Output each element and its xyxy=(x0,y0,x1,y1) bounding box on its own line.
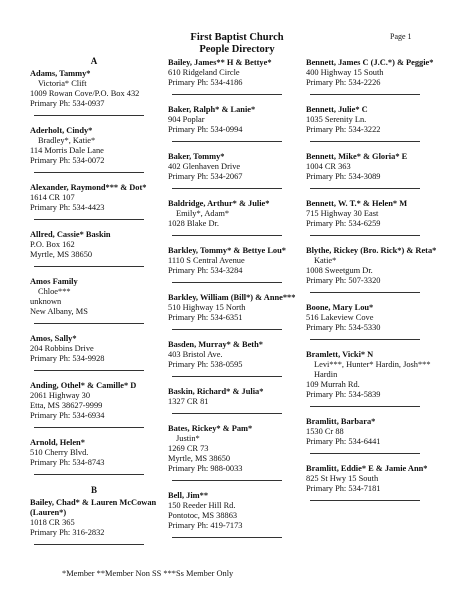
entry-divider xyxy=(172,480,282,481)
entry-name: Bates, Rickey* & Pam* xyxy=(168,424,253,433)
entry-detail: Justin* xyxy=(176,434,200,443)
entry-detail: Levi***, Hunter* Hardin, Josh*** xyxy=(314,360,431,369)
entry-detail: 1028 Blake Dr. xyxy=(168,219,219,228)
directory-entry xyxy=(306,464,451,501)
entry-name: Barkley, William (Bill*) & Anne*** xyxy=(168,293,296,302)
entry-detail: Myrtle, MS 38650 xyxy=(168,454,231,463)
entry-detail: Primary Ph: 988-0033 xyxy=(168,464,243,473)
entry-divider xyxy=(310,141,420,142)
entry-divider xyxy=(34,172,144,173)
column-2 xyxy=(168,58,303,548)
entry-detail: Primary Ph: 534-6351 xyxy=(168,313,243,322)
entry-detail: 1327 CR 81 xyxy=(168,397,209,406)
entry-detail: 516 Lakeview Cove xyxy=(306,313,374,322)
directory-entry xyxy=(168,199,303,236)
entry-name: Bramlett, Vicki* N xyxy=(306,350,374,359)
entry-detail: Primary Ph: 534-3089 xyxy=(306,172,381,181)
directory-entry xyxy=(30,381,158,428)
entry-detail: Chloe*** xyxy=(38,287,71,296)
entry-name: Boone, Mary Lou* xyxy=(306,303,374,312)
column-3 xyxy=(306,58,451,511)
entry-detail: Primary Ph: 534-2226 xyxy=(306,78,381,87)
entry-divider xyxy=(34,323,144,324)
entry-name: Alexander, Raymond*** & Dot* xyxy=(30,183,147,192)
entry-detail: Etta, MS 38627-9999 xyxy=(30,401,103,410)
entry-detail: 715 Highway 30 East xyxy=(306,209,379,218)
entry-divider xyxy=(310,339,420,340)
directory-entry xyxy=(30,126,158,173)
directory-entry xyxy=(306,105,451,142)
entry-name: Bramlitt, Barbara* xyxy=(306,417,376,426)
entry-detail: Pontotoc, MS 38863 xyxy=(168,511,238,520)
entry-detail: Primary Ph: 534-0937 xyxy=(30,99,105,108)
directory-entry xyxy=(168,293,303,330)
entry-divider xyxy=(310,94,420,95)
entry-name: Bennett, James C (J.C.*) & Peggie* xyxy=(306,58,434,67)
entry-detail: Primary Ph: 507-3320 xyxy=(306,276,381,285)
entry-detail: 904 Poplar xyxy=(168,115,205,124)
entry-detail: Primary Ph: 534-8743 xyxy=(30,458,105,467)
entry-name: Bennett, Mike* & Gloria* E xyxy=(306,152,408,161)
entry-name: Aderholt, Cindy* xyxy=(30,126,93,135)
entry-name: Adams, Tammy* xyxy=(30,69,91,78)
entry-divider xyxy=(310,292,420,293)
entry-divider xyxy=(172,235,282,236)
entry-detail: 1009 Rowan Cove/P.O. Box 432 xyxy=(30,89,140,98)
entry-divider xyxy=(34,544,144,545)
entry-name: Baskin, Richard* & Julia* xyxy=(168,387,264,396)
directory-entry xyxy=(30,334,158,371)
directory-entry xyxy=(306,152,451,189)
church-name: First Baptist Church xyxy=(190,32,284,43)
entry-detail: Primary Ph: 419-7173 xyxy=(168,521,243,530)
entry-detail: Primary Ph: 534-6934 xyxy=(30,411,105,420)
entry-divider xyxy=(172,188,282,189)
entry-detail: 825 St Hwy 15 South xyxy=(306,474,379,483)
entry-divider xyxy=(310,188,420,189)
entry-detail: 1110 S Central Avenue xyxy=(168,256,245,265)
entry-detail: Primary Ph: 534-0072 xyxy=(30,156,105,165)
entry-detail: 610 Ridgeland Circle xyxy=(168,68,240,77)
section-letter: B xyxy=(90,485,97,495)
directory-entry xyxy=(168,387,303,414)
entry-detail: 2061 Highway 30 xyxy=(30,391,91,400)
entry-name: Baldridge, Arthur* & Julie* xyxy=(168,199,270,208)
directory-entry xyxy=(30,498,158,545)
entry-divider xyxy=(172,329,282,330)
entry-detail: 204 Robbins Drive xyxy=(30,344,94,353)
entry-detail: Primary Ph: 534-3222 xyxy=(306,125,381,134)
entry-detail: Primary Ph: 534-2067 xyxy=(168,172,243,181)
directory-entry xyxy=(306,350,451,407)
entry-detail: Primary Ph: 534-4186 xyxy=(168,78,243,87)
entry-divider xyxy=(310,453,420,454)
entry-divider xyxy=(172,282,282,283)
directory-entry xyxy=(168,152,303,189)
entry-divider xyxy=(310,406,420,407)
entry-detail: 114 Morris Dale Lane xyxy=(30,146,104,155)
column-1 xyxy=(30,56,158,555)
entry-name: Bell, Jim** xyxy=(168,491,209,500)
entry-detail: Primary Ph: 534-5839 xyxy=(306,390,381,399)
entry-detail: Primary Ph: 534-0994 xyxy=(168,125,243,134)
entry-divider xyxy=(172,413,282,414)
directory-entry xyxy=(306,417,451,454)
entry-divider xyxy=(172,376,282,377)
entry-detail: Primary Ph: 534-6259 xyxy=(306,219,381,228)
directory-entry xyxy=(30,183,158,220)
entry-divider xyxy=(172,537,282,538)
entry-detail: Primary Ph: 316-2832 xyxy=(30,528,105,537)
entry-detail: Myrtle, MS 38650 xyxy=(30,250,93,259)
entry-divider xyxy=(34,474,144,475)
directory-entry xyxy=(168,424,303,481)
entry-name: Baker, Tommy* xyxy=(168,152,225,161)
entry-detail: Primary Ph: 534-6441 xyxy=(306,437,381,446)
entry-name: Blythe, Rickey (Bro. Rick*) & Reta* xyxy=(306,246,437,255)
entry-detail: Katie* xyxy=(314,256,337,265)
entry-divider xyxy=(34,115,144,116)
entry-name: Bennett, W. T.* & Helen* M xyxy=(306,199,408,208)
directory-entry xyxy=(306,58,451,95)
entry-detail: 1008 Sweetgum Dr. xyxy=(306,266,373,275)
directory-entry xyxy=(30,69,158,116)
entry-name: Baker, Ralph* & Lanie* xyxy=(168,105,256,114)
entry-detail: P.O. Box 162 xyxy=(30,240,75,249)
entry-detail: New Albany, MS xyxy=(30,307,88,316)
section-letter: A xyxy=(90,56,98,66)
entry-divider xyxy=(34,219,144,220)
directory-entry xyxy=(168,246,303,283)
entry-detail: Primary Ph: 534-9928 xyxy=(30,354,105,363)
entry-detail: 1269 CR 73 xyxy=(168,444,209,453)
entry-detail: 1530 Cr 88 xyxy=(306,427,344,436)
entry-detail: 1035 Serenity Ln. xyxy=(306,115,367,124)
entry-name: Bennett, Julie* C xyxy=(306,105,368,114)
entry-divider xyxy=(310,235,420,236)
entry-divider xyxy=(34,266,144,267)
directory-entry xyxy=(168,58,303,95)
entry-detail: 1004 CR 363 xyxy=(306,162,351,171)
legend-footer: *Member **Member Non SS ***Ss Member Only xyxy=(62,569,234,578)
entry-divider xyxy=(310,500,420,501)
entry-name: Amos, Sally* xyxy=(30,334,77,343)
entry-detail: Emily*, Adam* xyxy=(176,209,230,218)
entry-detail: Bradley*, Katie* xyxy=(38,136,96,145)
entry-detail: 1614 CR 107 xyxy=(30,193,75,202)
directory-entry xyxy=(306,199,451,236)
entry-name: Arnold, Helen* xyxy=(30,438,85,447)
directory-entry xyxy=(168,105,303,142)
page-number: Page 1 xyxy=(390,32,412,41)
entry-detail: unknown xyxy=(30,297,62,306)
entry-detail: 1018 CR 365 xyxy=(30,518,75,527)
entry-name: Allred, Cassie* Baskin xyxy=(30,230,111,239)
entry-divider xyxy=(34,370,144,371)
entry-detail: 109 Murrah Rd. xyxy=(306,380,360,389)
entry-divider xyxy=(172,141,282,142)
directory-entry xyxy=(306,303,451,340)
entry-divider xyxy=(172,94,282,95)
directory-entry xyxy=(30,230,158,267)
entry-name: Anding, Othel* & Camille* D xyxy=(30,381,137,390)
entry-detail: Primary Ph: 534-3284 xyxy=(168,266,243,275)
entry-name: Barkley, Tommy* & Bettye Lou* xyxy=(168,246,286,255)
entry-detail: 510 Cherry Blvd. xyxy=(30,448,89,457)
entry-detail: Primary Ph: 534-5330 xyxy=(306,323,381,332)
entry-detail: Primary Ph: 538-0595 xyxy=(168,360,243,369)
entry-name: Basden, Murray* & Beth* xyxy=(168,340,263,349)
entry-name: Amos Family xyxy=(30,277,78,286)
entry-detail: Victoria* Clift xyxy=(38,79,87,88)
entry-detail: Hardin xyxy=(314,370,338,379)
entry-detail: 400 Highway 15 South xyxy=(306,68,384,77)
entry-detail: Primary Ph: 534-7181 xyxy=(306,484,381,493)
entry-detail: 510 Highway 15 North xyxy=(168,303,246,312)
entry-detail: Primary Ph: 534-4423 xyxy=(30,203,105,212)
entry-name: Bramlitt, Eddie* E & Jamie Ann* xyxy=(306,464,428,473)
entry-detail: 403 Bristol Ave. xyxy=(168,350,223,359)
entry-divider xyxy=(34,427,144,428)
directory-entry xyxy=(30,438,158,475)
entry-detail: 402 Glenhaven Drive xyxy=(168,162,241,171)
directory-entry xyxy=(168,340,303,377)
entry-name: Bailey, Chad* & Lauren McCowan (Lauren*) xyxy=(30,498,157,517)
entry-name: Bailey, James** H & Bettye* xyxy=(168,58,272,67)
directory-entry xyxy=(30,277,158,324)
directory-name: People Directory xyxy=(199,44,275,55)
directory-entry xyxy=(306,246,451,293)
entry-detail: 150 Reeder Hill Rd. xyxy=(168,501,236,510)
directory-entry xyxy=(168,491,303,538)
